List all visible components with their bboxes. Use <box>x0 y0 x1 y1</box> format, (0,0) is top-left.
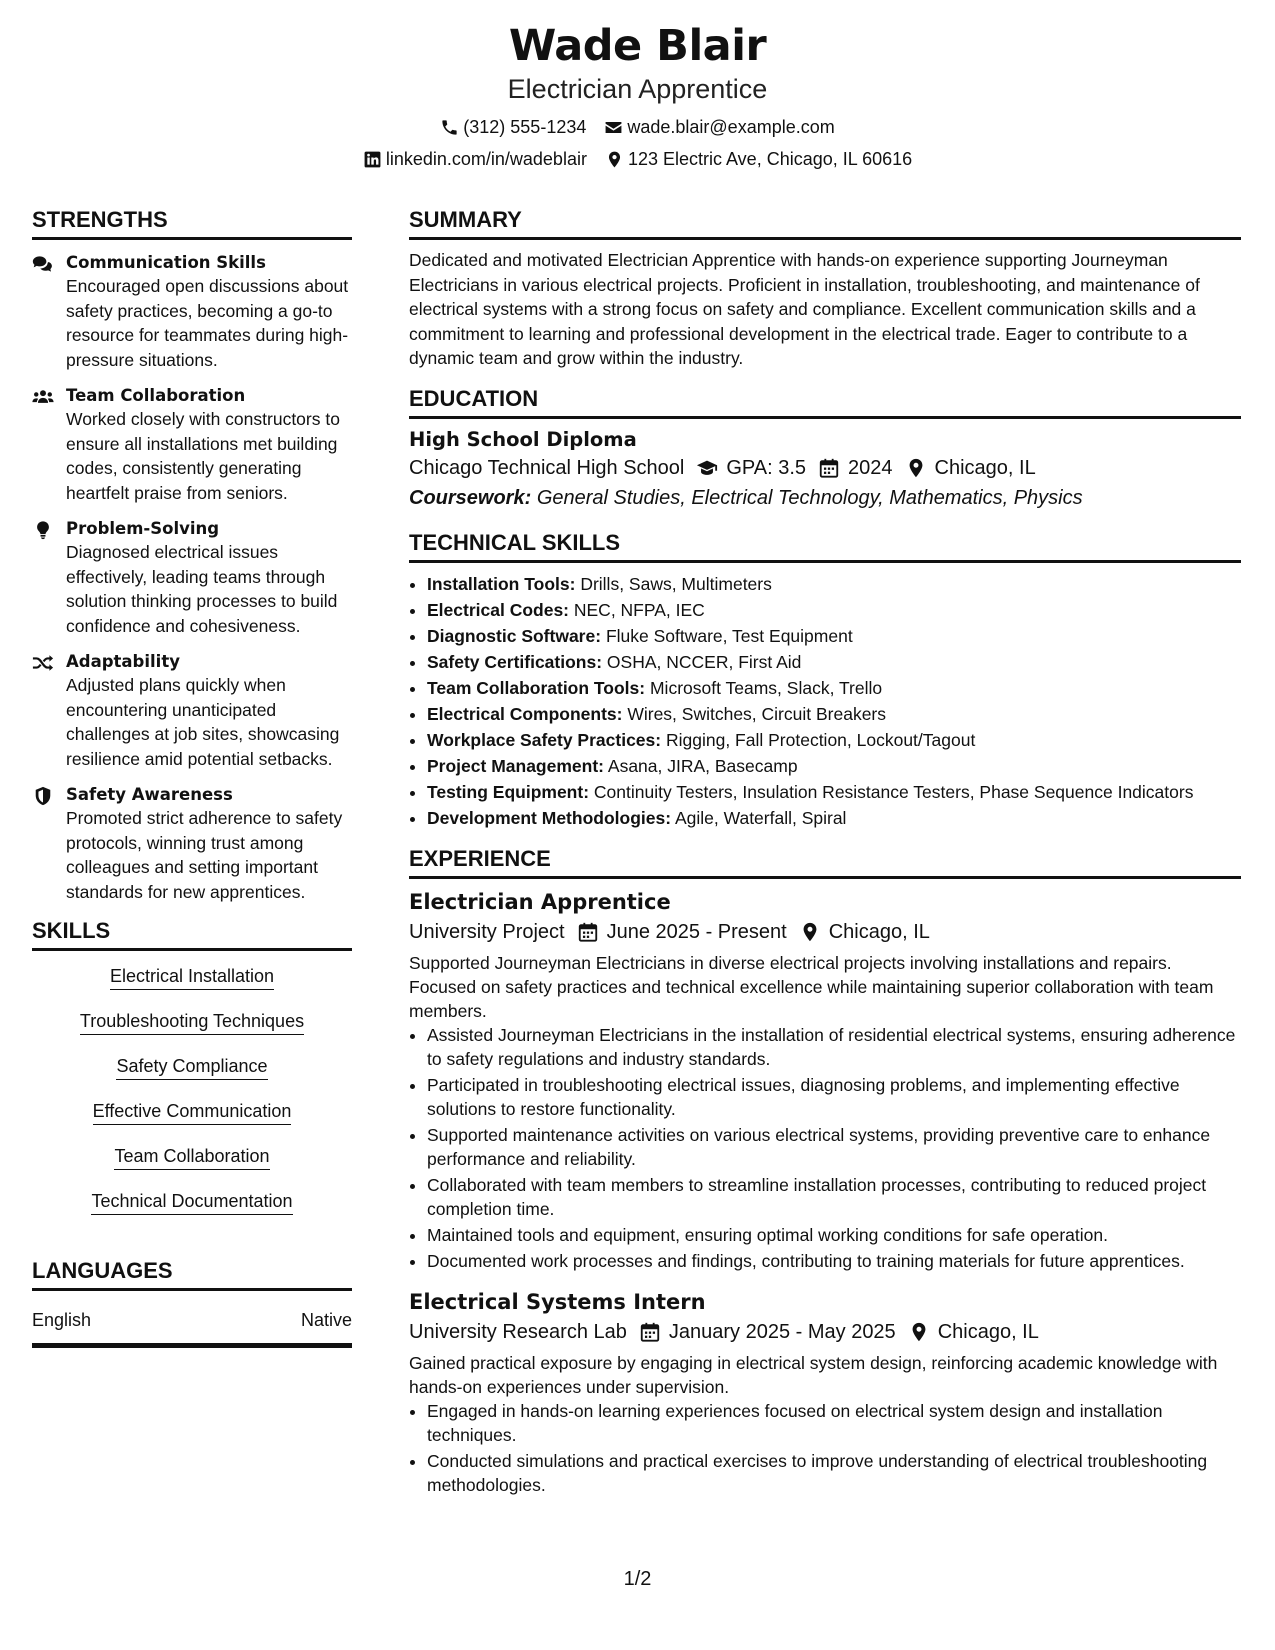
address-contact <box>605 148 912 170</box>
envelope-icon <box>604 118 623 137</box>
language-level: Native <box>300 1310 352 1330</box>
list-item: • Collaborated with team members to streamline installation processes, contributing to reduced project completion time. <box>427 1173 1241 1221</box>
job-entry <box>409 1287 1241 1497</box>
language-row <box>32 1299 352 1348</box>
languages-heading: LANGUAGES <box>32 1257 352 1291</box>
list-item <box>427 753 1241 779</box>
degree-title: High School Diploma <box>409 427 637 451</box>
strength-name: Team Collaboration <box>66 386 246 405</box>
strength-name: Communication Skills <box>66 253 266 272</box>
list-item: • Assisted Journeyman Electricians in the installation of residential electrical systems, ensuring adherence to safety regulations and industry standards. <box>427 1023 1241 1071</box>
graduation-year: 2024 <box>848 456 893 479</box>
list-item: • Engaged in hands-on learning experiences focused on electrical system design and installation techniques. <box>427 1399 1241 1447</box>
list-item <box>427 701 1241 727</box>
tech-skill-value: Wires, Switches, Circuit Breakers <box>627 703 887 724</box>
list-item <box>427 597 1241 623</box>
job-entry <box>409 887 1241 1273</box>
coursework <box>409 483 1241 513</box>
summary-heading: SUMMARY <box>409 206 1241 240</box>
calendar-icon <box>577 921 599 943</box>
strength-desc: Worked closely with constructors to ensure all installations met building codes, consistently generating heartfelt praise from seniors. <box>66 409 340 503</box>
strength-desc: Adjusted plans quickly when encountering unanticipated challenges at job sites, showcasing resilience amid potential setbacks. <box>66 675 340 769</box>
linkedin-text: linkedin.com/in/wadeblair <box>385 149 587 169</box>
skill-tag: Troubleshooting Techniques <box>80 1010 304 1035</box>
contact-row-1 <box>0 116 1275 138</box>
contact-row-2 <box>0 148 1275 170</box>
language-name: English <box>32 1310 92 1330</box>
skills-heading: SKILLS <box>32 917 352 951</box>
tech-skill-label: Safety Certifications: <box>427 651 603 672</box>
technical-skills-list <box>409 571 1241 831</box>
shield-icon <box>32 786 54 806</box>
job-description: Supported Journeyman Electricians in diverse electrical projects involving installations and repairs. Focused on safety practices and technical excellence while maintaining superior collaboration with team members. <box>409 952 1214 1021</box>
education-meta <box>409 453 1241 483</box>
tech-skill-label: Workplace Safety Practices: <box>427 729 662 750</box>
shuffle-icon <box>32 653 54 673</box>
strengths-heading: STRENGTHS <box>32 206 352 240</box>
tech-skill-label: Diagnostic Software: <box>427 625 602 646</box>
job-org: University Project <box>409 920 565 943</box>
tech-skill-value: Rigging, Fall Protection, Lockout/Tagout <box>665 729 976 750</box>
users-icon <box>32 387 54 407</box>
list-item: • Supported maintenance activities on various electrical systems, providing preventive care to enhance performance and reliability. <box>427 1123 1241 1171</box>
list-item <box>427 805 1241 831</box>
job-description: Gained practical exposure by engaging in electrical system design, reinforcing academic knowledge with hands-on experiences under supervision. <box>409 1352 1218 1397</box>
list-item: • Participated in troubleshooting electrical issues, diagnosing problems, and implementing effective solutions to restore functionality. <box>427 1073 1241 1121</box>
job-title: Electrical Systems Intern <box>409 1289 706 1314</box>
job-bullets <box>409 1399 1241 1497</box>
tech-skill-label: Project Management: <box>427 755 604 776</box>
tech-skill-value: Fluke Software, Test Equipment <box>605 625 853 646</box>
linkedin-icon <box>363 150 382 169</box>
tech-skill-label: Electrical Components: <box>427 703 623 724</box>
skills-list <box>32 959 352 1235</box>
tech-skill-label: Testing Equipment: <box>427 781 590 802</box>
skill-tag: Technical Documentation <box>91 1190 292 1215</box>
coursework-label: Coursework: <box>409 486 532 509</box>
candidate-title: Electrician Apprentice <box>507 74 768 104</box>
strength-name: Adaptability <box>66 652 180 671</box>
tech-skill-label: Development Methodologies: <box>427 807 672 828</box>
job-bullets <box>409 1023 1241 1273</box>
list-item <box>427 649 1241 675</box>
strength-item <box>32 784 352 904</box>
skill-tag: Team Collaboration <box>114 1145 269 1170</box>
tech-skill-value: OSHA, NCCER, First Aid <box>606 651 802 672</box>
linkedin-contact[interactable] <box>363 148 587 170</box>
skill-tag: Safety Compliance <box>116 1055 267 1080</box>
list-item <box>427 779 1241 805</box>
right-column <box>409 206 1241 1511</box>
school-name: Chicago Technical High School <box>409 456 685 479</box>
job-dates: June 2025 - Present <box>606 920 787 943</box>
tech-skill-value: NEC, NFPA, IEC <box>573 599 705 620</box>
email-text: wade.blair@example.com <box>627 117 835 137</box>
tech-skill-label: Installation Tools: <box>427 573 576 594</box>
technical-skills-heading: TECHNICAL SKILLS <box>409 529 1241 563</box>
strength-item <box>32 385 352 505</box>
phone-text: (312) 555-1234 <box>463 117 587 137</box>
strength-item <box>32 518 352 638</box>
skill-tag: Effective Communication <box>93 1100 292 1125</box>
lightbulb-icon <box>32 520 54 540</box>
graduation-cap-icon <box>696 457 718 479</box>
skill-tag: Electrical Installation <box>110 965 274 990</box>
map-pin-icon <box>905 457 927 479</box>
job-meta <box>409 917 1241 947</box>
comments-icon <box>32 254 54 274</box>
map-pin-icon <box>908 1321 930 1343</box>
tech-skill-value: Drills, Saws, Multimeters <box>580 573 772 594</box>
job-location: Chicago, IL <box>828 920 930 943</box>
gpa-text: GPA: 3.5 <box>726 456 807 479</box>
tech-skill-value: Agile, Waterfall, Spiral <box>674 807 847 828</box>
calendar-icon <box>639 1321 661 1343</box>
list-item: • Documented work processes and findings, contributing to training materials for future apprentices. <box>427 1249 1241 1273</box>
list-item: • Conducted simulations and practical exercises to improve understanding of electrical troubleshooting methodologies. <box>427 1449 1241 1497</box>
coursework-list: General Studies, Electrical Technology, Mathematics, Physics <box>536 486 1083 509</box>
candidate-name: Wade Blair <box>508 21 767 71</box>
resume-header <box>0 20 1275 170</box>
list-item: • Maintained tools and equipment, ensuring optimal working conditions for safe operation. <box>427 1223 1241 1247</box>
tech-skill-label: Electrical Codes: <box>427 599 569 620</box>
address-text: 123 Electric Ave, Chicago, IL 60616 <box>627 149 913 169</box>
tech-skill-value: Continuity Testers, Insulation Resistance Testers, Phase Sequence Indicators <box>593 781 1194 802</box>
strength-name: Safety Awareness <box>66 785 233 804</box>
map-pin-icon <box>799 921 821 943</box>
list-item <box>427 623 1241 649</box>
tech-skill-value: Asana, JIRA, Basecamp <box>607 755 798 776</box>
strength-item <box>32 252 352 372</box>
strength-item <box>32 651 352 771</box>
list-item <box>427 675 1241 701</box>
strength-desc: Promoted strict adherence to safety protocols, winning trust among colleagues and setting important standards for new apprentices. <box>66 808 343 902</box>
list-item <box>427 571 1241 597</box>
email-contact[interactable] <box>604 116 834 138</box>
summary-text: Dedicated and motivated Electrician Apprentice with hands-on experience supporting Journeyman Electricians in various electrical projects. Proficient in installation, troubleshooting, and maintenance of electrical systems with a strong focus on safety and compliance. Excellent communication skills and a commitment to learning and professional development in the electrical trade. Eager to contribute to a dynamic team and grow within the industry. <box>409 250 1200 368</box>
map-pin-icon <box>605 150 624 169</box>
tech-skill-value: Microsoft Teams, Slack, Trello <box>649 677 883 698</box>
strengths-list <box>32 248 352 904</box>
list-item <box>427 727 1241 753</box>
left-column <box>32 206 352 1348</box>
tech-skill-label: Team Collaboration Tools: <box>427 677 646 698</box>
calendar-icon <box>818 457 840 479</box>
job-org: University Research Lab <box>409 1320 627 1343</box>
page-number: 1/2 <box>623 1568 652 1590</box>
phone-icon <box>440 118 459 137</box>
strength-desc: Diagnosed electrical issues effectively, leading teams through solution thinking processes to build confidence and cohesiveness. <box>66 542 338 636</box>
strength-desc: Encouraged open discussions about safety practices, becoming a go-to resource for teammates during high-pressure situations. <box>66 276 349 370</box>
phone-contact[interactable] <box>440 116 586 138</box>
job-meta <box>409 1317 1241 1347</box>
job-dates: January 2025 - May 2025 <box>668 1320 896 1343</box>
experience-heading: EXPERIENCE <box>409 845 1241 879</box>
school-location: Chicago, IL <box>934 456 1036 479</box>
strength-name: Problem-Solving <box>66 519 220 538</box>
education-heading: EDUCATION <box>409 385 1241 419</box>
job-title: Electrician Apprentice <box>409 889 671 914</box>
job-location: Chicago, IL <box>937 1320 1039 1343</box>
